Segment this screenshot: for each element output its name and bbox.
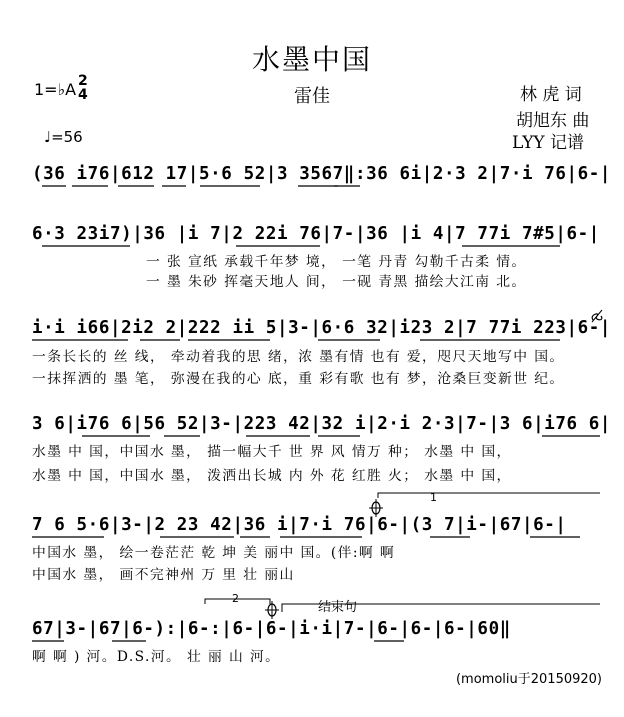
lyrics-line-2b: 一 墨 朱砂 挥毫天地人 间， 一砚 青黑 描绘大江南 北。 <box>146 274 527 290</box>
time-signature-top: 2 <box>78 73 88 89</box>
score-line-4: 3 6|i76 6|56 52|3-|223 42|32 i|2·i 2·3|7-|3 6|i76 6| <box>32 414 612 434</box>
score-line-1: (36 i76|612 17|5·6 52|3 3567‖:36 6i|2·3 2|7·i 76|6-| <box>32 164 612 184</box>
tempo-marking: ♩=56 <box>44 128 83 146</box>
coda-icon <box>369 499 383 517</box>
coda-bracket <box>282 604 600 612</box>
transcriber-credit: LYY 记谱 <box>512 133 585 153</box>
lyrics-line-5b: 中国水 墨， 画不完神州 万 里 壮 丽山 <box>32 567 295 583</box>
score-line-6: 67|3-|67|6-):|6-:|6-|6-|i·i|7-|6-|6-|6-|60‖ <box>32 619 511 639</box>
lyrics-line-3a: 一条长长的 丝 线， 牵动着我的思 绪，浓 墨有情 也有 爱，咫尺天地写中 国。 <box>32 349 565 365</box>
score-line-3: i·i i66|2i2 2|222 ii 5|3-|6·6 32|i23 2|7 77i 223|6-| <box>32 318 612 338</box>
lyrics-line-4b: 水墨 中 国，中国水 墨， 泼洒出长城 内 外 花 红胜 火； 水墨 中 国， <box>32 468 512 484</box>
segno-icon <box>592 310 602 322</box>
lyrics-line-4a: 水墨 中 国，中国水 墨， 描一幅大千 世 界 风 情万 种； 水墨 中 国， <box>32 444 512 460</box>
coda-label: 结束句 <box>318 600 358 615</box>
lyrics-line-5a: 中国水 墨， 绘一卷茫茫 乾 坤 美 丽中 国。(伴:啊 啊 <box>32 545 396 561</box>
volta-1-bracket <box>378 493 600 498</box>
time-signature-bottom: 4 <box>78 87 88 103</box>
score-line-5: 7 6 5·6|3-|2 23 42|36 i|7·i 76|6-|(3 7|i-|67|6-| <box>32 515 567 535</box>
volta-2-label: 2 <box>232 592 239 605</box>
beam-lines <box>32 186 600 641</box>
lyricist-credit: 林 虎 词 <box>520 85 582 105</box>
lyrics-line-2a: 一 张 宣纸 承载千年梦 境， 一笔 丹青 勾勒千古柔 情。 <box>146 254 527 270</box>
composer-credit: 胡旭东 曲 <box>516 111 590 131</box>
volta-1-label: 1 <box>430 491 437 504</box>
volta-2-bracket <box>205 599 270 604</box>
singer-name: 雷佳 <box>294 86 330 107</box>
lyrics-line-6: 啊 啊 ) 河。D.S.河。 壮 丽 山 河。 <box>32 649 281 665</box>
key-signature: 1=♭A <box>34 80 77 99</box>
coda-icon-end <box>265 601 279 619</box>
lyrics-line-3b: 一抹挥洒的 墨 笔， 弥漫在我的心 底，重 彩有歌 也有 梦，沧桑巨变新世 纪。 <box>32 371 565 387</box>
song-title: 水墨中国 <box>251 43 372 76</box>
signature-note: (momoliu于20150920) <box>455 672 602 687</box>
score-line-2: 6·3 23i7)|36 |i 7|2 22i 76|7-|36 |i 4|7 77i 7#5|6-| <box>32 224 600 244</box>
